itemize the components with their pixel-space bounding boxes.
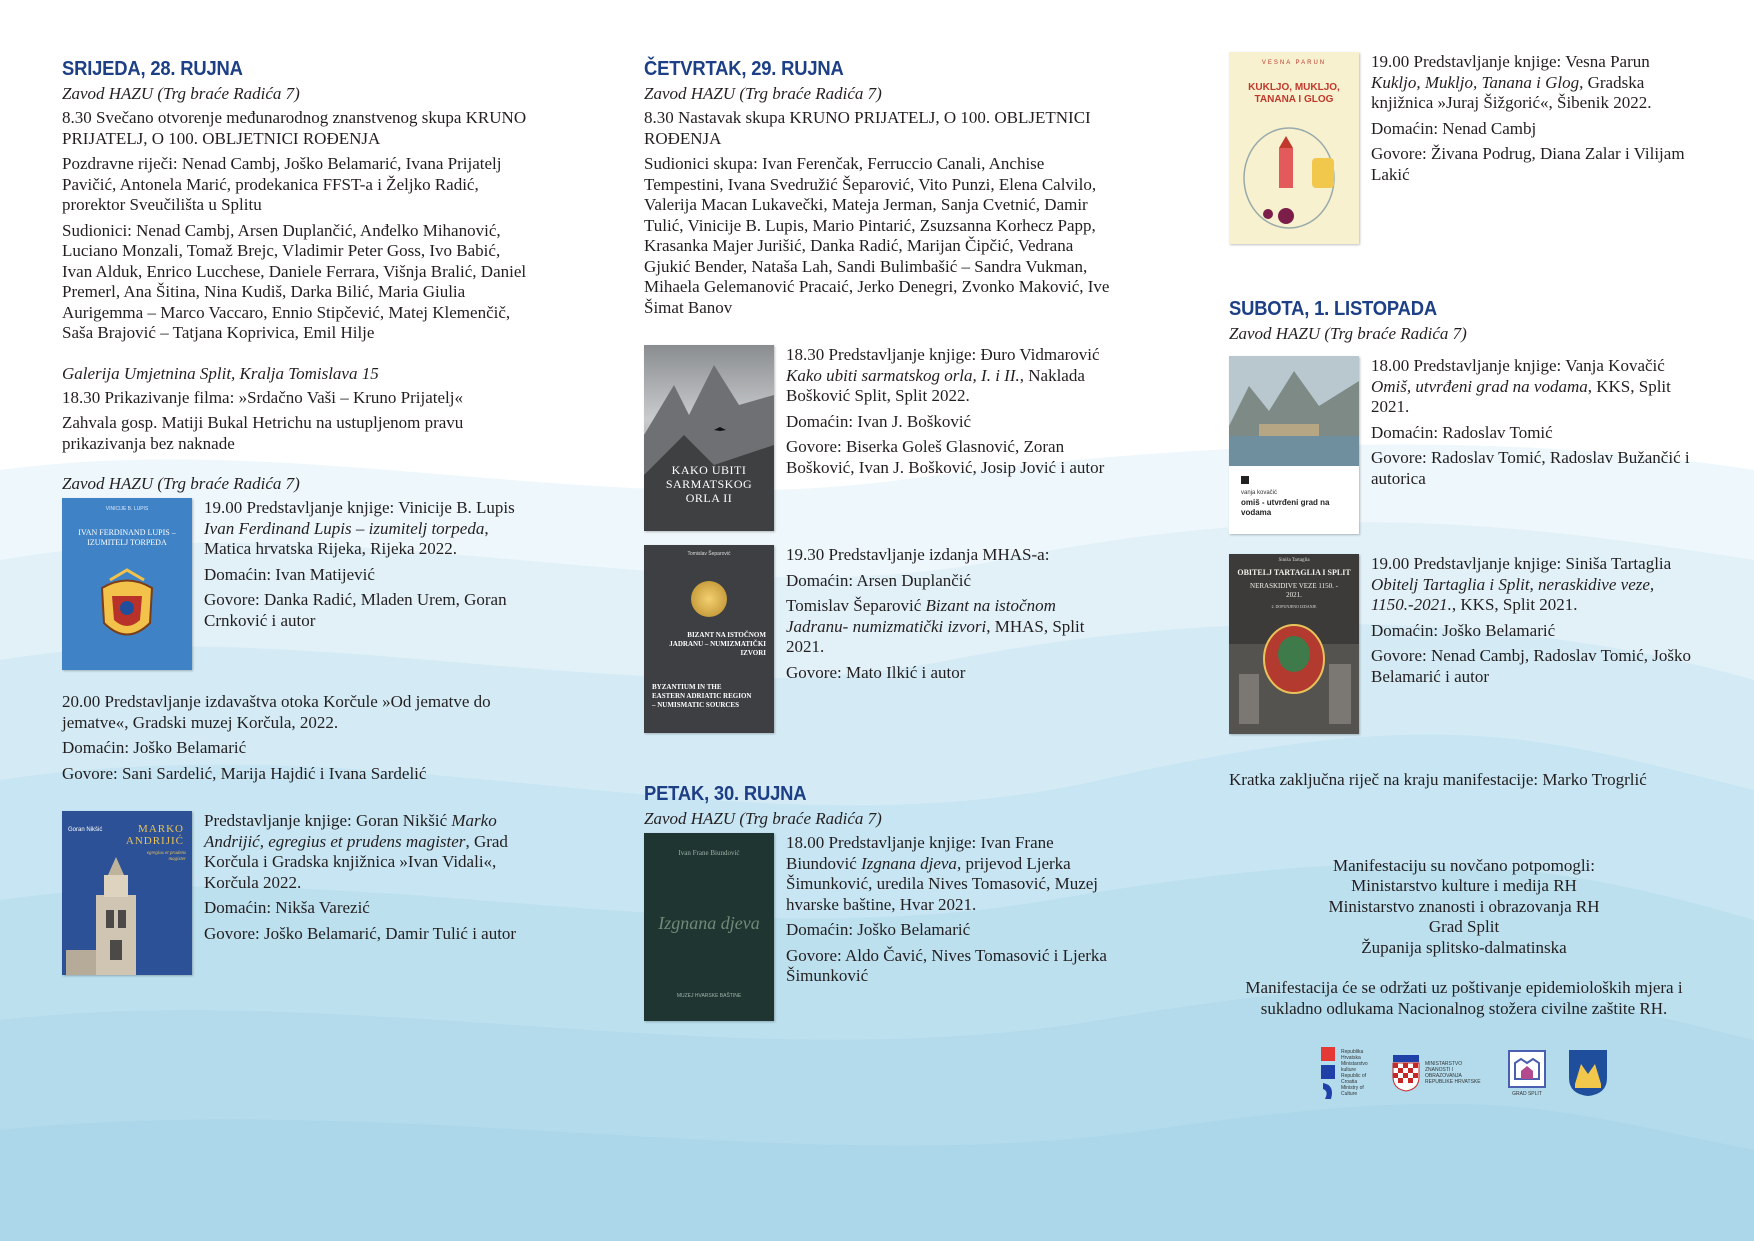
sponsor-item: Županija splitsko-dalmatinska — [1361, 937, 1567, 957]
venue: Zavod HAZU (Trg braće Radića 7) — [644, 84, 882, 103]
book-cover-izgnana-djeva — [644, 833, 774, 1021]
cover-title: MARKO — [138, 823, 184, 835]
cover-author: Goran Nikšić — [68, 827, 103, 833]
event-speakers: Govore: Radoslav Tomić, Radoslav Bužančić i autorica — [1371, 448, 1690, 488]
cover-author: Ivan Frane Biundović — [678, 849, 740, 857]
illustration-icon — [1234, 118, 1354, 238]
book-cover-tartaglia — [1229, 554, 1359, 734]
event-text: 18.30 Predstavljanje knjige: Đuro Vidmarović Kako ubiti sarmatskog orla, I. i II., Naklada Bošković Split, Split 2022. — [786, 345, 1100, 405]
event-niksic — [62, 811, 532, 975]
cover-author: VESNA PARUN — [1261, 60, 1327, 66]
bell-tower-icon — [66, 855, 166, 975]
column-saturday — [1229, 52, 1699, 1101]
cover-title: BIZANT NA ISTOČNOM JADRANU – NUMIZMATIČKI IZVORI — [669, 631, 766, 657]
event-vidmarovic — [644, 345, 1114, 531]
coin-icon — [691, 581, 727, 617]
event-text: 19.00 Predstavljanje knjige: Siniša Tartaglia Obitelj Tartaglia i Split, neraskidive veze, 1150.-2021., KKS, Split 2021. — [1371, 554, 1672, 614]
column-wednesday — [62, 52, 532, 975]
logo-text: Republika Hrvatska Ministarstvo kulture Republic of Croatia Ministry of Culture — [1341, 1049, 1368, 1097]
event-speakers: Govore: Aldo Čavić, Nives Tomasović i Ljerka Šimunković — [786, 945, 1107, 985]
event-separovic — [644, 545, 1114, 733]
sponsor-item: Ministarstvo znanosti i obrazovanja RH — [1328, 896, 1600, 916]
venue: Zavod HAZU (Trg braće Radića 7) — [1229, 324, 1467, 343]
day-heading-saturday: SUBOTA, 1. LISTOPADA — [1229, 298, 1437, 320]
day-heading-wednesday: SRIJEDA, 28. RUJNA — [62, 58, 243, 80]
event-host: Domaćin: Nenad Cambj — [1371, 118, 1537, 138]
event-speakers: Govore: Živana Podrug, Diana Zalar i Vilijam Lakić — [1371, 144, 1685, 184]
ministry-science-logo — [1391, 1053, 1487, 1093]
venue: Zavod HAZU (Trg braće Radića 7) — [62, 474, 300, 493]
event-lupis — [62, 498, 532, 670]
day-heading-thursday: ČETVRTAK, 29. RUJNA — [644, 58, 844, 80]
event-kovacic — [1229, 356, 1699, 534]
sponsor-item: Ministarstvo kulture i medija RH — [1351, 876, 1577, 895]
coat-of-arms-icon — [92, 568, 162, 648]
croatian-coat-of-arms-icon — [1391, 1053, 1421, 1093]
book-cover-lupis — [62, 498, 192, 670]
event-speakers: Govore: Danka Radić, Mladen Urem, Goran Crnković i autor — [204, 590, 507, 630]
event-host: Domaćin: Joško Belamarić — [786, 920, 971, 939]
cover-publisher: MUZEJ HVARSKE BAŠTINE — [676, 993, 742, 999]
logo-text: GRAD SPLIT — [1512, 1091, 1542, 1097]
crest-icon — [1229, 614, 1359, 734]
sponsor-item: Grad Split — [1428, 917, 1500, 936]
event-speakers: Govore: Nenad Cambj, Radoslav Tomić, Joško Belamarić i autor — [1371, 646, 1692, 686]
cover-author: VINICIJE B. LUPIS — [105, 506, 149, 512]
cover-title-english: BYZANTIUM IN THE EASTERN ADRIATIC REGION – NUMISMATIC SOURCES — [652, 683, 752, 709]
greetings-text: Pozdravne riječi: Nenad Cambj, Joško Belamarić, Ivana Prijatelj Pavičić, Antonela Marić, prodekanica FFST-a i Željko Radić, prorektor Sveučilišta u Splitu — [62, 154, 502, 214]
event-text: 18.00 Predstavljanje knjige: Vanja Kovačić Omiš, utvrđeni grad na vodama, KKS, Split 2021. — [1371, 356, 1671, 416]
book-cover-sarmatskog-orla — [644, 345, 774, 531]
split-city-icon — [1507, 1049, 1547, 1089]
notice-text: Manifestacija će se održati uz poštivanje epidemioloških mjera i sukladno odlukama Nacionalnog stožera civilne zaštite RH. — [1245, 978, 1683, 1018]
book-cover-andrijic — [62, 811, 192, 975]
event-publication: Tomislav Šeparović Bizant na istočnom Jadranu- numizmatički izvori, MHAS, Split 2021. — [786, 596, 1085, 656]
book-cover-bizant — [644, 545, 774, 733]
cover-title: KAKO UBITI SARMATSKOG ORLA II — [665, 463, 753, 505]
event-biundovic — [644, 833, 1114, 1021]
participants-text: Sudionici: Nenad Cambj, Arsen Duplančić, Anđelko Mihanović, Luciano Monzali, Tomaž Brejc, Vladimir Peter Goss, Ivo Babić, Ivan Alduk, Enrico Lucchese, Daniele Ferrara, Višnja Bralić, Daniel Premerl, Ana Šitina, Nina Kudiš, Darka Bilić, Maria Giulia Aurigemma – Marco Vaccaro, Ennio Stipčević, Matej Klemenčič, Saša Brajović – Tatjana Koprivica, Emil Hilje — [62, 220, 527, 342]
film-text: 18.30 Prikazivanje filma: »Srdačno Vaši – Kruno Prijatelj« — [62, 387, 464, 407]
thanks-text: Zahvala gosp. Matiji Bukal Hetrichu na ustupljenom pravu prikazivanja bez naknade — [62, 413, 464, 453]
participants-text: Sudionici skupa: Ivan Ferenčak, Ferruccio Canali, Anchise Tempestini, Ivana Svedružić Šeparović, Vito Punzi, Elena Calvilo, Valerija Macan Lukavečki, Mateja Jerman, Sanja Cvetnić, Damir Tulić, Vinicije B. Lupis, Mario Pintarić, Zsuzsanna Korhecz Papp, Krasanka Majer Jurišić, Danka Radić, Marijan Čipčić, Vedrana Gjukić Bender, Nataša Lah, Sandi Bulimbašić – Sandra Vukman, Mihaela Gelemanović Pracaić, Jerko Denegri, Zvonko Maković, Ive Šimat Banov — [644, 154, 1110, 317]
cover-edition: 2. DOPUNJENO IZDANJE — [1271, 604, 1317, 609]
day-heading-friday: PETAK, 30. RUJNA — [644, 783, 807, 805]
omis-logo-icon — [1241, 476, 1249, 484]
venue: Zavod HAZU (Trg braće Radića 7) — [644, 809, 882, 828]
cover-title: ANDRIJIĆ — [125, 835, 184, 847]
event-text: 18.00 Predstavljanje knjige: Ivan Frane Biundović Izgnana djeva, prijevod Ljerka Šimunković, uredila Nives Tomasović, Muzej hvarske baštine, Hvar 2021. — [786, 833, 1099, 914]
event-host: Domaćin: Ivan J. Bošković — [786, 411, 972, 431]
cover-title: IVAN FERDINAND LUPIS – IZUMITELJ TORPEDA — [78, 528, 176, 547]
event-parun — [1229, 52, 1699, 244]
landscape-icon — [1229, 356, 1359, 466]
cover-author: vanja kovačić — [1241, 490, 1278, 496]
cover-title: Izgnana djeva — [658, 913, 760, 933]
session-text: 8.30 Nastavak skupa KRUNO PRIJATELJ, O 100. OBLJETNICI ROĐENJA — [644, 108, 1091, 148]
event-host: Domaćin: Ivan Matijević — [204, 564, 375, 584]
event-host: Domaćin: Joško Belamarić — [1371, 620, 1556, 640]
closing-text: Kratka zaključna riječ na kraju manifestacije: Marko Trogrlić — [1229, 770, 1647, 789]
event-speakers: Govore: Biserka Goleš Glasnović, Zoran Bošković, Ivan J. Bošković, Josip Jović i autor — [786, 437, 1105, 477]
sponsors-heading: Manifestaciju su novčano potpomogli: — [1332, 855, 1596, 875]
event-speakers: Govore: Sani Sardelić, Marija Hajdić i Ivana Sardelić — [62, 763, 427, 783]
book-cover-omis — [1229, 356, 1359, 534]
sponsors-block — [1229, 856, 1699, 959]
county-coat-of-arms-icon — [1567, 1048, 1609, 1098]
event-host: Domaćin: Nikša Varezić — [204, 898, 370, 917]
cover-title: omiš - utvrđeni grad na vodama — [1241, 498, 1330, 517]
opening-text: 8.30 Svečano otvorenje međunarodnog znanstvenog skupa KRUNO PRIJATELJ, O 100. OBLJETNICI ROĐENJA — [62, 108, 527, 148]
grad-split-logo — [1507, 1049, 1547, 1097]
event-tartaglia — [1229, 554, 1699, 734]
event-text: 19.00 Predstavljanje knjige: Vinicije B. Lupis Ivan Ferdinand Lupis – izumitelj torpeda, Matica hrvatska Rijeka, Rijeka 2022. — [204, 498, 515, 558]
event-host: Domaćin: Joško Belamarić — [62, 738, 247, 757]
venue: Galerija Umjetnina Split, Kralja Tomislava 15 — [62, 363, 379, 383]
event-speakers: Govore: Joško Belamarić, Damir Tulić i autor — [204, 923, 517, 943]
cover-title: OBITELJ TARTAGLIA I SPLIT — [1237, 568, 1351, 577]
logo-text: MINISTARSTVO ZNANOSTI I OBRAZOVANJA REPUBLIKE HRVATSKE — [1425, 1061, 1481, 1085]
event-host: Domaćin: Radoslav Tomić — [1371, 422, 1553, 442]
korcula-event-text: 20.00 Predstavljanje izdavaštva otoka Korčule »Od jematve do jematve«, Gradski muzej Korčula, 2022. — [62, 692, 491, 732]
event-speakers: Govore: Mato Ilkić i autor — [786, 662, 966, 682]
ministry-culture-icon — [1319, 1045, 1337, 1101]
venue: Zavod HAZU (Trg braće Radića 7) — [62, 84, 300, 103]
event-text: 19.00 Predstavljanje knjige: Vesna Parun Kukljo, Mukljo, Tanana i Glog, Gradska knjižnica »Juraj Šižgorić«, Šibenik 2022. — [1371, 52, 1652, 112]
ministry-culture-logo — [1319, 1045, 1371, 1101]
cover-subtitle: NERASKIDIVE VEZE 1150. - 2021. — [1250, 582, 1338, 599]
cover-title: KUKLJO, MUKLJO, TANANA I GLOG — [1248, 82, 1340, 105]
cover-author: Tomislav Šeparović — [687, 551, 731, 557]
event-host: Domaćin: Arsen Duplančić — [786, 570, 972, 590]
column-thursday-friday — [644, 52, 1114, 1021]
cover-subtitle: egregius et prudens magister — [146, 851, 186, 862]
event-text: 19.30 Predstavljanje izdanja MHAS-a: — [786, 545, 1050, 564]
event-text: Predstavljanje knjige: Goran Nikšić Marko Andrijić, egregius et prudens magister, Grad Korčula i Gradska knjižnica »Ivan Vidali«, Korčula 2022. — [204, 811, 508, 892]
sponsor-logos — [1229, 1045, 1699, 1101]
cover-author: Siniša Tartaglia — [1278, 558, 1310, 563]
book-cover-kukljo — [1229, 52, 1359, 244]
